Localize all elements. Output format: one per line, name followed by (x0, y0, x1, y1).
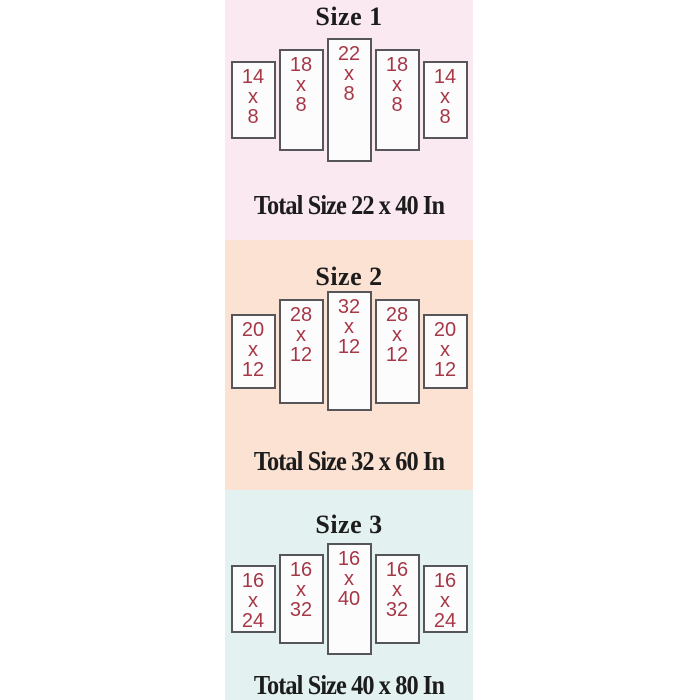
size-3-panel-row (225, 540, 473, 658)
canvas-panel (423, 565, 468, 633)
panel-dimension-line: x (296, 74, 306, 97)
panel-dimension-line: 24 (241, 610, 265, 633)
panel-dimension-line: 8 (247, 105, 259, 128)
canvas-panel (279, 554, 324, 644)
panel-dimension-line: 20 (241, 318, 265, 341)
size-2-total-label: Total Size 32 x 60 In (253, 446, 445, 476)
panel-dimension-line: 18 (385, 54, 409, 77)
panel-dimension-line: 16 (385, 559, 409, 581)
canvas-panel (375, 554, 420, 644)
panel-dimension-line: 32 (337, 296, 361, 318)
canvas-panel (327, 291, 372, 411)
panel-dimension-line: 8 (295, 94, 307, 117)
panel-dimension-line: 12 (337, 336, 361, 358)
panel-dimension-line: 8 (439, 105, 451, 128)
panel-dimension-line: 24 (433, 610, 457, 633)
size-2-panel-row (225, 292, 473, 410)
size-1-total-label: Total Size 22 x 40 In (253, 190, 445, 220)
panel-dimension-line: x (296, 579, 306, 601)
panel-dimension-line: x (392, 579, 402, 601)
panel-dimension-line: 16 (289, 559, 313, 581)
panel-dimension-line: x (440, 338, 450, 361)
size-1-title: Size 1 (315, 2, 383, 31)
canvas-panel (231, 565, 276, 633)
canvas-panel (375, 49, 420, 150)
canvas-panel (279, 49, 324, 150)
canvas-panel (327, 543, 372, 656)
canvas-panel (375, 299, 420, 404)
panel-dimension-line: 12 (241, 358, 265, 381)
panel-dimension-line: 8 (343, 83, 355, 106)
panel-dimension-line: 16 (241, 570, 265, 593)
size-1-section (225, 0, 473, 240)
panel-dimension-line: 16 (433, 570, 457, 593)
canvas-panel (279, 299, 324, 404)
panel-dimension-line: 14 (433, 65, 457, 88)
canvas-panel (231, 314, 276, 389)
size-1-panel-row (225, 32, 473, 168)
panel-dimension-line: 18 (289, 54, 313, 77)
panel-dimension-line: x (344, 316, 354, 338)
panel-dimension-line: 22 (337, 43, 361, 66)
size-3-title: Size 3 (315, 510, 383, 539)
panel-dimension-line: x (440, 85, 450, 108)
canvas-panel (423, 314, 468, 389)
size-2-section (225, 240, 473, 490)
panel-dimension-line: x (392, 323, 402, 346)
panel-dimension-line: 28 (385, 303, 409, 326)
size-2-title: Size 2 (315, 262, 383, 291)
canvas-panel (423, 61, 468, 140)
panel-dimension-line: 12 (289, 343, 313, 366)
panel-dimension-line: x (296, 323, 306, 346)
size-3-section (225, 490, 473, 700)
panel-dimension-line: x (392, 74, 402, 97)
panel-dimension-line: 32 (385, 599, 409, 621)
panel-dimension-line: x (248, 85, 258, 108)
size-chart-column (225, 0, 473, 700)
panel-dimension-line: 16 (337, 547, 361, 570)
panel-dimension-line: x (248, 590, 258, 613)
canvas-panel (231, 61, 276, 140)
panel-dimension-line: 14 (241, 65, 265, 88)
panel-dimension-line: 32 (289, 599, 313, 621)
panel-dimension-line: 40 (337, 587, 361, 610)
panel-dimension-line: 8 (391, 94, 403, 117)
panel-dimension-line: 12 (385, 343, 409, 366)
panel-dimension-line: x (248, 338, 258, 361)
panel-dimension-line: x (344, 63, 354, 86)
panel-dimension-line: x (440, 590, 450, 613)
panel-dimension-line: x (344, 567, 354, 590)
panel-dimension-line: 20 (433, 318, 457, 341)
panel-dimension-line: 12 (433, 358, 457, 381)
size-3-total-label: Total Size 40 x 80 In (253, 670, 445, 700)
canvas-panel (327, 38, 372, 162)
panel-dimension-line: 28 (289, 303, 313, 326)
